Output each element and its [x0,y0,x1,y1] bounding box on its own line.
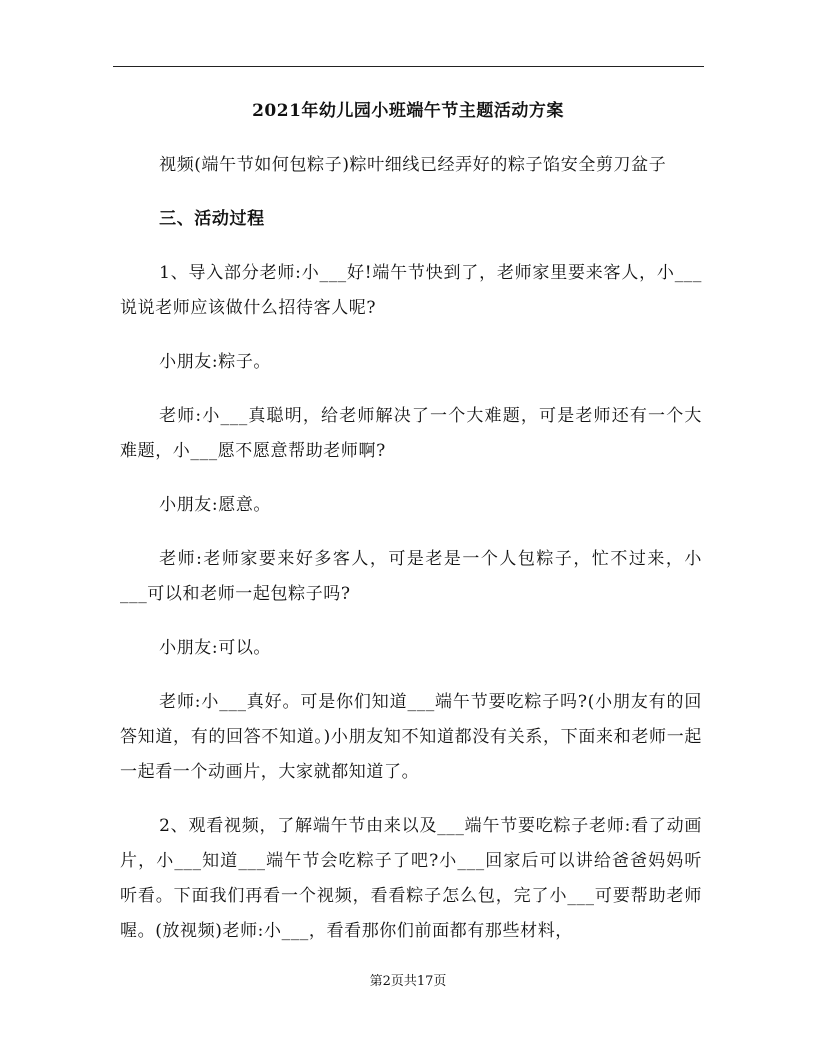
paragraph: 小朋友:粽子。 [159,352,272,372]
paragraph: 小朋友:愿意。 [159,495,272,515]
paragraph: 老师:小___真聪明，给老师解决了一个大难题，可是老师还有一个大难题，小___愿不愿意帮助老师啊? [120,406,702,461]
paragraph: 老师:小___真好。可是你们知道___端午节要吃粽子吗?(小朋友有的回答知道，有的回答不知道。)小朋友知不知道都没有关系，下面来和老师一起一起看一个动画片，大家就都知道了。 [120,692,702,782]
document-body [120,148,702,968]
paragraph: 2、观看视频，了解端午节由来以及___端午节要吃粽子老师:看了动画片，小___知道___端午节会吃粽子了吧?小___回家后可以讲给爸爸妈妈听听看。下面我们再看一个视频，看看粽子怎么包，完了小___可要帮助老师喔。(放视频)老师:小___，看看那你们前面都有那些材料， [120,816,702,941]
section-heading: 三、活动过程 [159,209,265,229]
paragraph: 老师:老师家要来好多客人，可是老是一个人包粽子，忙不过来，小___可以和老师一起包粽子吗? [120,549,702,604]
header-rule [113,66,704,67]
document-title: 2021年幼儿园小班端午节主题活动方案 [252,101,564,121]
paragraph: 1、导入部分老师:小___好!端午节快到了，老师家里要来客人，小___说说老师应该做什么招待客人呢? [120,263,702,318]
page-number: 第2页共17页 [369,974,447,989]
paragraph: 小朋友:可以。 [159,638,272,658]
paragraph-materials: 视频(端午节如何包粽子)粽叶细线已经弄好的粽子馅安全剪刀盆子 [159,155,667,175]
